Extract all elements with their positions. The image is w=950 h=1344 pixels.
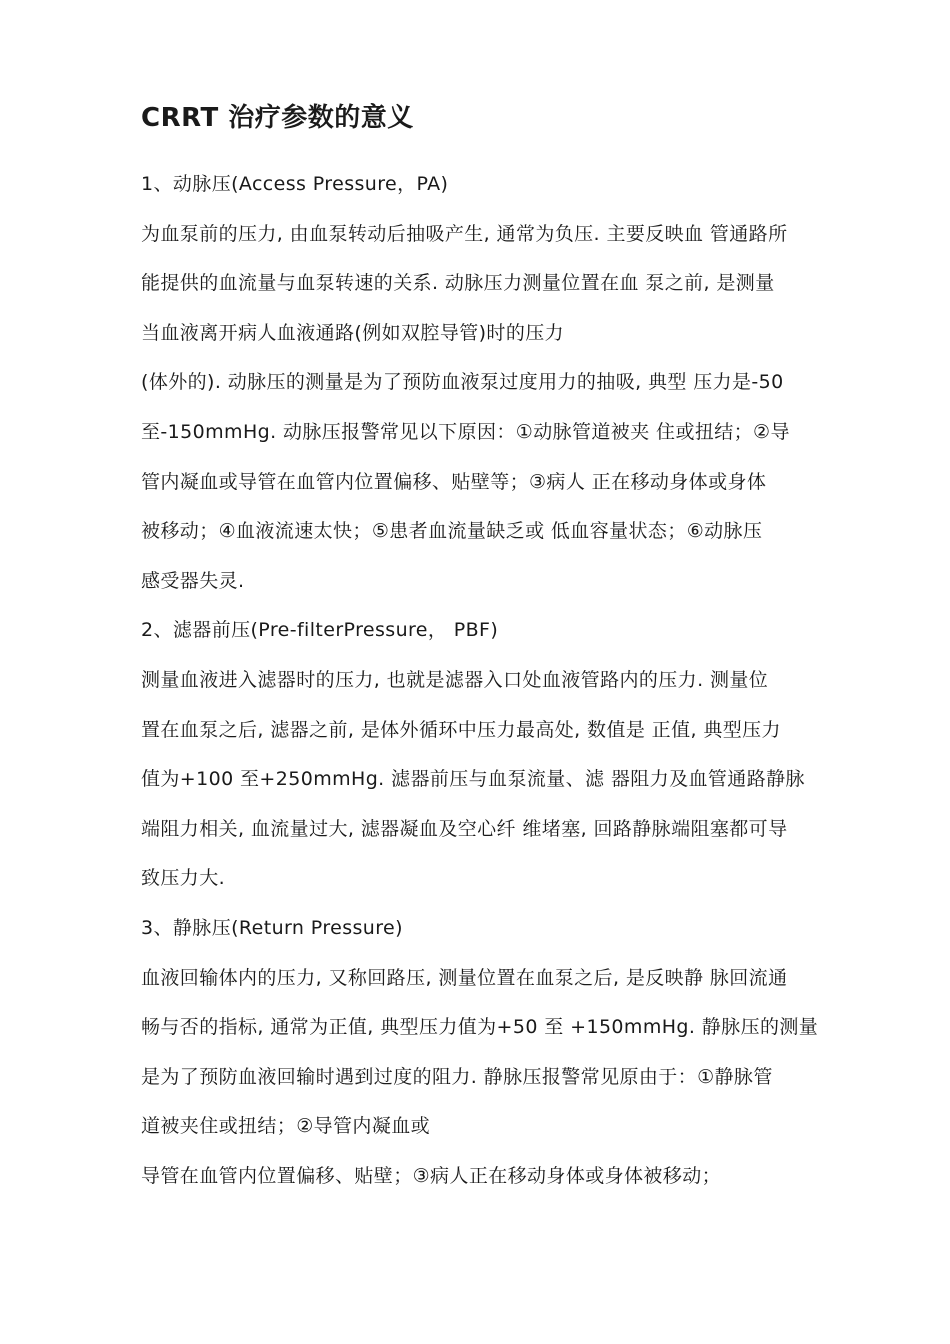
document-title: CRRT 治疗参数的意义 [141, 103, 414, 133]
document-body [141, 169, 831, 1210]
text-line: 值为+100 至+250mmHg. 滤器前压与血泵流量、滤 器阻力及血管通路静脉 [141, 768, 805, 791]
section-heading-access-pressure: 1、动脉压(Access Pressure，PA) [141, 173, 449, 195]
text-line: 测量血液进入滤器时的压力, 也就是滤器入口处血液管路内的压力. 测量位 [141, 668, 769, 691]
text-line: 畅与否的指标, 通常为正值, 典型压力值为+50 至 +150mmHg. 静脉压的测量 [141, 1016, 819, 1039]
text-line: (体外的). 动脉压的测量是为了预防血液泵过度用力的抽吸, 典型 压力是-50 [141, 371, 784, 394]
section-heading-return-pressure: 3、静脉压(Return Pressure) [141, 916, 403, 939]
text-line: 至-150mmHg. 动脉压报警常见以下原因：①动脉管道被夹 住或扭结；②导 [141, 420, 790, 443]
text-line: 是为了预防血液回输时遇到过度的阻力. 静脉压报警常见原由于：①静脉管 [141, 1065, 773, 1088]
text-line: 导管在血管内位置偏移、贴壁；③病人正在移动身体或身体被移动； [141, 1164, 722, 1187]
text-line: 血液回输体内的压力, 又称回路压, 测量位置在血泵之后, 是反映静 脉回流通 [141, 966, 788, 989]
text-line: 端阻力相关, 血流量过大, 滤器凝血及空心纤 维堵塞, 回路静脉端阻塞都可导 [141, 817, 788, 840]
text-line: 能提供的血流量与血泵转速的关系. 动脉压力测量位置在血 泵之前, 是测量 [141, 272, 775, 295]
text-line: 当血液离开病人血液通路(例如双腔导管)时的压力 [141, 321, 565, 344]
text-line: 感受器失灵. [141, 569, 245, 592]
text-line: 管内凝血或导管在血管内位置偏移、贴壁等；③病人 正在移动身体或身体 [141, 470, 767, 493]
text-line: 置在血泵之后, 滤器之前, 是体外循环中压力最高处, 数值是 正值, 典型压力 [141, 718, 781, 741]
text-line: 致压力大. [141, 867, 226, 890]
section-heading-prefilter-pressure: 2、滤器前压(Pre-filterPressure， PBF) [141, 619, 499, 642]
text-line: 被移动；④血液流速太快；⑤患者血流量缺乏或 低血容量状态；⑥动脉压 [141, 520, 763, 543]
text-line: 为血泵前的压力, 由血泵转动后抽吸产生, 通常为负压. 主要反映血 管通路所 [141, 222, 788, 245]
text-line: 道被夹住或扭结；②导管内凝血或 [141, 1115, 431, 1138]
